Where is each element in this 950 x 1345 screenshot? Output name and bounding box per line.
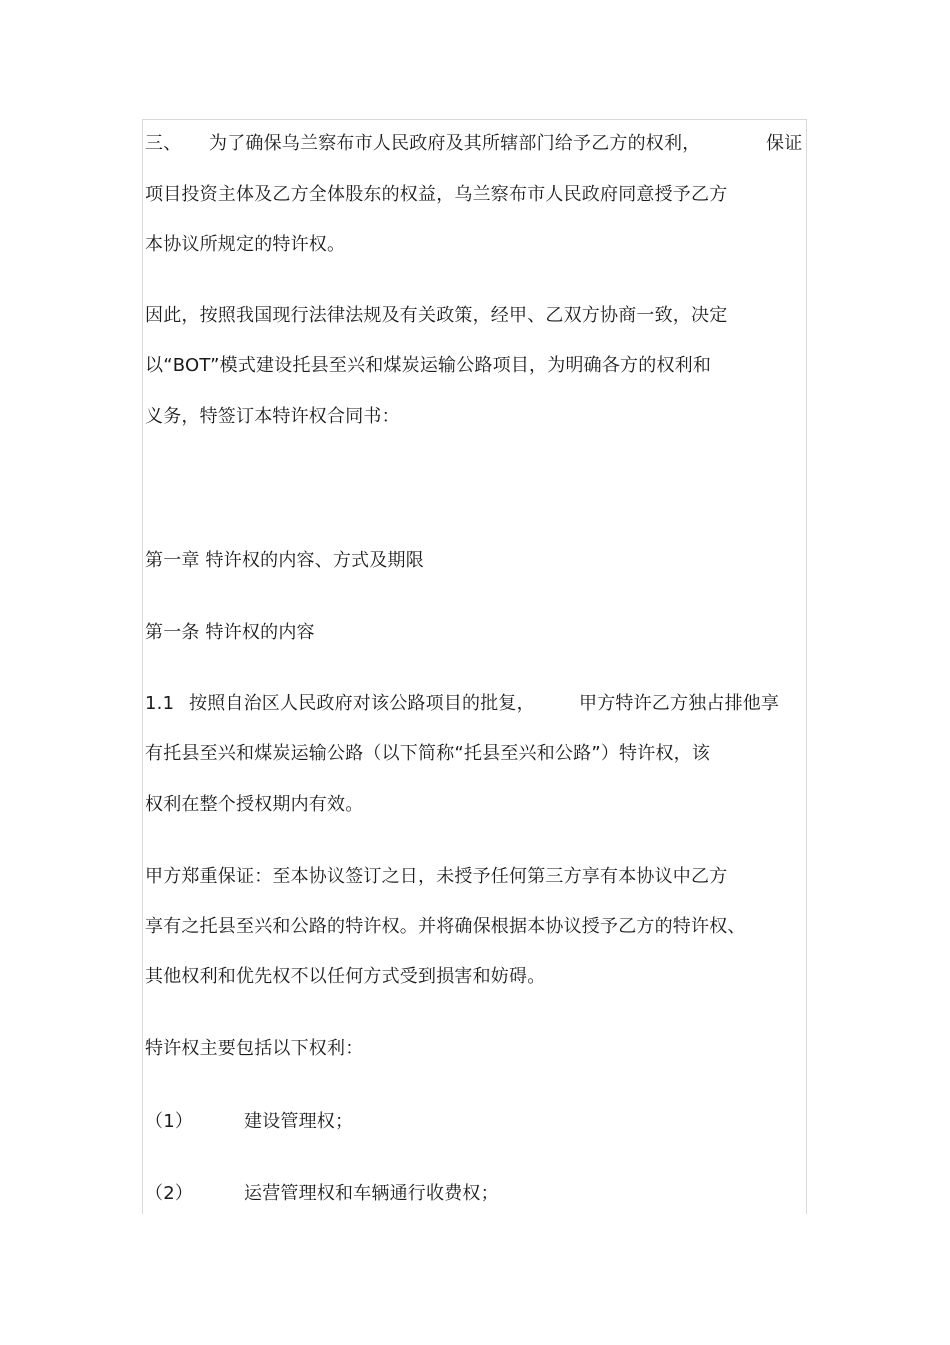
guarantee-line-1: 甲方郑重保证：至本协议签订之日，未授予任何第三方享有本协议中乙方 [145,866,728,887]
guarantee-line-3: 其他权利和优先权不以任何方式受到损害和妨碍。 [145,966,546,987]
intro-section-number: 三、 [145,133,182,154]
clause-1-1-line-2: 有托县至兴和煤炭运输公路（以下简称“托县至兴和公路”）特许权，该 [145,743,711,764]
guarantee-line-2: 享有之托县至兴和公路的特许权。并将确保根据本协议授予乙方的特许权、 [145,916,746,937]
basis-line-3: 义务，特签订本特许权合同书： [145,406,400,427]
list-item-text: 运营管理权和车辆通行收费权； [244,1183,499,1204]
intro-line-1-text: 为了确保乌兰察布市人民政府及其所辖部门给予乙方的权利， [209,133,701,154]
intro-line-1-end: 保证 [766,133,803,154]
clause-1-1-line-1-end: 甲方特许乙方独占排他享 [579,693,780,714]
clause-1-1-line-3: 权利在整个授权期内有效。 [145,794,364,815]
list-item-text: 建设管理权； [244,1111,354,1132]
rights-intro: 特许权主要包括以下权利： [145,1038,364,1059]
chapter-heading: 第一章 特许权的内容、方式及期限 [145,550,424,571]
basis-line-1: 因此，按照我国现行法律法规及有关政策，经甲、乙双方协商一致，决定 [145,305,728,326]
clause-1-1-line-1-text: 按照自治区人民政府对该公路项目的批复， [189,693,535,714]
article-heading: 第一条 特许权的内容 [145,622,315,643]
basis-line-2: 以“BOT”模式建设托县至兴和煤炭运输公路项目，为明确各方的权利和 [145,355,712,376]
intro-line-2: 项目投资主体及乙方全体股东的权益，乌兰察布市人民政府同意授予乙方 [145,184,728,205]
intro-line-3: 本协议所规定的特许权。 [145,234,346,255]
list-item-number: （1） [145,1111,194,1132]
clause-number: 1.1 [145,693,175,714]
list-item-number: （2） [145,1183,194,1204]
